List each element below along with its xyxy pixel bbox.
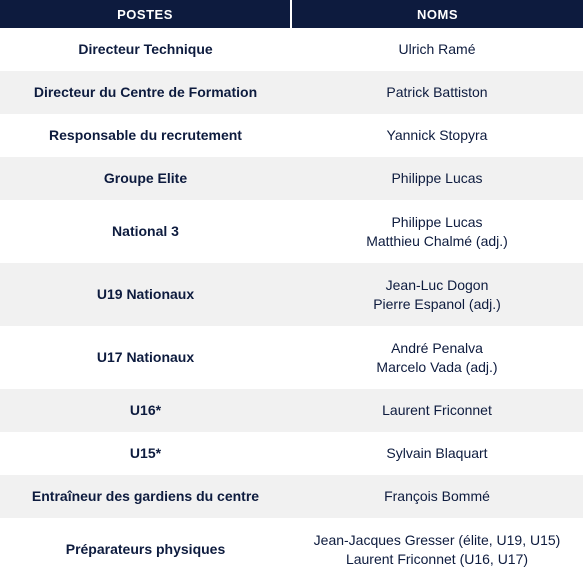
poste-cell: U16*: [0, 389, 291, 432]
poste-cell: Groupe Elite: [0, 157, 291, 200]
table-header: [0, 0, 583, 28]
name-line: Laurent Friconnet (U16, U17): [345, 550, 529, 567]
noms-cell: [291, 157, 583, 200]
poste-cell: National 3: [112, 223, 179, 239]
name-line: Yannick Stopyra: [386, 127, 488, 143]
table-row: [0, 200, 583, 263]
noms-cell: [291, 114, 583, 157]
name-line: Ulrich Ramé: [398, 41, 476, 57]
poste-cell: U15*: [129, 445, 162, 461]
poste-cell: Responsable du recrutement: [49, 127, 242, 143]
noms-cell: [291, 518, 583, 581]
name-line: Marcelo Vada (adj.): [376, 358, 498, 375]
name-line: Jean-Jacques Gresser (élite, U19, U15): [313, 531, 561, 548]
noms-cell: [291, 200, 583, 263]
noms-cell: [291, 389, 583, 432]
noms-cell: [291, 475, 583, 518]
table-row: [0, 389, 583, 432]
name-line: François Bommé: [384, 488, 490, 504]
header-row: [0, 0, 583, 28]
poste-cell: U17 Nationaux: [96, 349, 195, 365]
table-row: [0, 157, 583, 200]
table-body: [0, 28, 583, 581]
poste-cell: Directeur Technique: [78, 41, 213, 57]
name-line: Sylvain Blaquart: [386, 445, 488, 461]
table-row: [0, 28, 583, 71]
poste-cell: U19 Nationaux: [0, 263, 291, 326]
name-line: Jean-Luc Dogon: [385, 276, 489, 293]
table-row: [0, 263, 583, 326]
header-postes: POSTES: [0, 0, 291, 28]
table-row: [0, 475, 583, 518]
noms-cell: [291, 28, 583, 71]
name-line: Matthieu Chalmé (adj.): [366, 232, 508, 249]
table-row: [0, 326, 583, 389]
poste-cell: Directeur du Centre de Formation: [0, 71, 291, 114]
name-line: Philippe Lucas: [391, 170, 483, 186]
header-noms: NOMS: [291, 0, 583, 28]
noms-cell: [291, 326, 583, 389]
poste-cell: Préparateurs physiques: [65, 541, 226, 557]
name-line: Patrick Battiston: [386, 84, 488, 100]
noms-cell: [291, 71, 583, 114]
name-line: Pierre Espanol (adj.): [373, 295, 501, 312]
noms-cell: [291, 263, 583, 326]
name-line: Laurent Friconnet: [382, 402, 492, 418]
name-line: André Penalva: [391, 339, 483, 356]
table-row: [0, 114, 583, 157]
table-row: [0, 71, 583, 114]
poste-cell: Entraîneur des gardiens du centre: [0, 475, 291, 518]
table-row: [0, 432, 583, 475]
table-row: [0, 518, 583, 581]
name-line: Philippe Lucas: [391, 213, 483, 230]
noms-cell: [291, 432, 583, 475]
